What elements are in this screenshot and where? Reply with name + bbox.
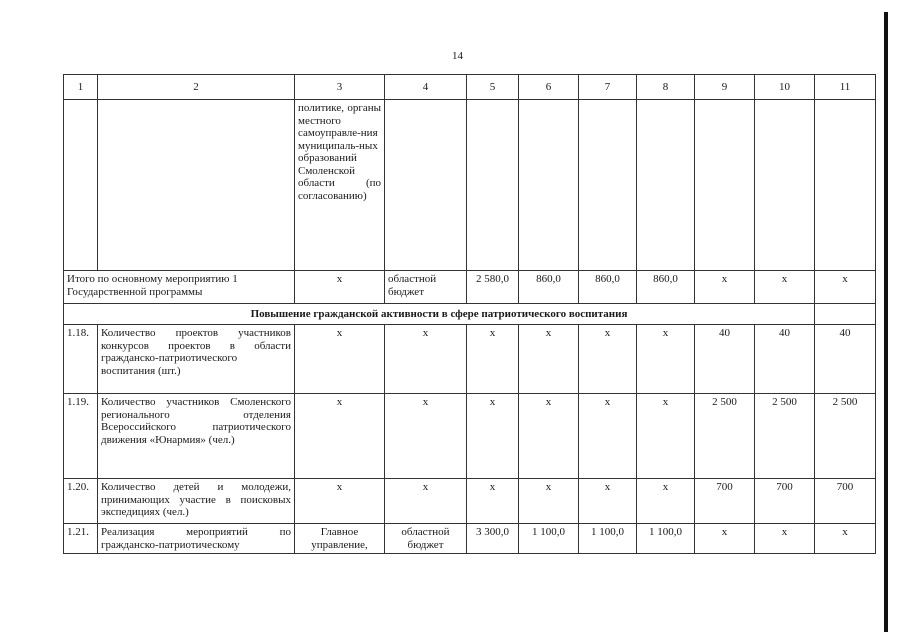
table-cell: x	[637, 479, 695, 524]
empty-cell	[519, 100, 579, 271]
empty-cell	[755, 100, 815, 271]
header-cell: 8	[637, 75, 695, 100]
table-cell: 700	[815, 479, 876, 524]
row-number: 1.18.	[64, 325, 98, 394]
section-title: Повышение гражданской активности в сфере патриотического воспитания	[64, 304, 815, 325]
table-cell: Главное управление,	[295, 524, 385, 554]
table-cell: областной бюджет	[385, 524, 467, 554]
table-cell: 1 100,0	[637, 524, 695, 554]
total-row	[64, 271, 876, 304]
header-cell: 2	[98, 75, 295, 100]
table-cell: x	[295, 394, 385, 479]
empty-cell	[467, 100, 519, 271]
table-row	[64, 524, 876, 554]
empty-cell	[64, 100, 98, 271]
header-cell: 1	[64, 75, 98, 100]
table-cell: 3 300,0	[467, 524, 519, 554]
table-cell: x	[519, 479, 579, 524]
continuation-row	[64, 100, 876, 271]
table-cell: x	[385, 479, 467, 524]
table-cell: x	[815, 524, 876, 554]
table-cell: 2 500	[695, 394, 755, 479]
executor-cell: политике, органы местного самоуправле-ния муниципаль-ных образований Смоленской области (по согласованию)	[295, 100, 385, 271]
program-table	[63, 74, 876, 554]
empty-cell	[695, 100, 755, 271]
row-description: Количество детей и молодежи, принимающих участие в поисковых экспедициях (чел.)	[98, 479, 295, 524]
table-cell: 1 100,0	[519, 524, 579, 554]
row-number: 1.19.	[64, 394, 98, 479]
table-cell: 40	[695, 325, 755, 394]
table-cell: x	[295, 271, 385, 304]
table-cell: x	[467, 325, 519, 394]
table-cell: 40	[755, 325, 815, 394]
table-cell: x	[695, 524, 755, 554]
row-description: Количество участников Смоленского регионального отделения Всероссийского патриотического движения «Юнармия» (чел.)	[98, 394, 295, 479]
row-description: Реализация мероприятий по гражданско-патриотическому	[98, 524, 295, 554]
empty-cell	[98, 100, 295, 271]
empty-cell	[815, 100, 876, 271]
table-cell: x	[579, 325, 637, 394]
table-cell: x	[519, 325, 579, 394]
row-number: 1.20.	[64, 479, 98, 524]
header-cell: 4	[385, 75, 467, 100]
header-cell: 6	[519, 75, 579, 100]
table-row	[64, 394, 876, 479]
header-cell: 9	[695, 75, 755, 100]
table-cell: x	[467, 394, 519, 479]
table-cell: x	[579, 479, 637, 524]
table-row	[64, 479, 876, 524]
table-cell: x	[755, 524, 815, 554]
table-cell: 860,0	[519, 271, 579, 304]
table-row	[64, 325, 876, 394]
table-cell: x	[385, 394, 467, 479]
table-cell: 2 500	[815, 394, 876, 479]
table-cell: x	[637, 325, 695, 394]
empty-cell	[579, 100, 637, 271]
table-cell: x	[637, 394, 695, 479]
row-number: 1.21.	[64, 524, 98, 554]
table-cell: 860,0	[579, 271, 637, 304]
header-cell: 7	[579, 75, 637, 100]
header-cell: 5	[467, 75, 519, 100]
empty-cell	[385, 100, 467, 271]
table-cell: x	[695, 271, 755, 304]
table-cell: 2 500	[755, 394, 815, 479]
table-cell: x	[295, 479, 385, 524]
table-cell: 700	[755, 479, 815, 524]
table-cell: x	[519, 394, 579, 479]
header-cell: 10	[755, 75, 815, 100]
row-description: Количество проектов участников конкурсов проектов в области гражданско-патриотического воспитания (шт.)	[98, 325, 295, 394]
header-row	[64, 75, 876, 100]
header-cell: 3	[295, 75, 385, 100]
header-cell: 11	[815, 75, 876, 100]
table-cell: x	[815, 271, 876, 304]
table-cell: x	[755, 271, 815, 304]
table-cell: x	[295, 325, 385, 394]
section-row	[64, 304, 876, 325]
empty-cell	[637, 100, 695, 271]
table-cell: 1 100,0	[579, 524, 637, 554]
table-cell: x	[467, 479, 519, 524]
table-cell: x	[579, 394, 637, 479]
total-label: Итого по основному мероприятию 1 Государственной программы	[64, 271, 295, 304]
scan-edge-bar	[884, 12, 888, 632]
table-cell: 40	[815, 325, 876, 394]
table-cell: 2 580,0	[467, 271, 519, 304]
table-cell: 700	[695, 479, 755, 524]
table-cell: 860,0	[637, 271, 695, 304]
table-cell: x	[385, 325, 467, 394]
page-number: 14	[452, 50, 463, 62]
empty-cell	[815, 304, 876, 325]
table-cell: областной бюджет	[385, 271, 467, 304]
